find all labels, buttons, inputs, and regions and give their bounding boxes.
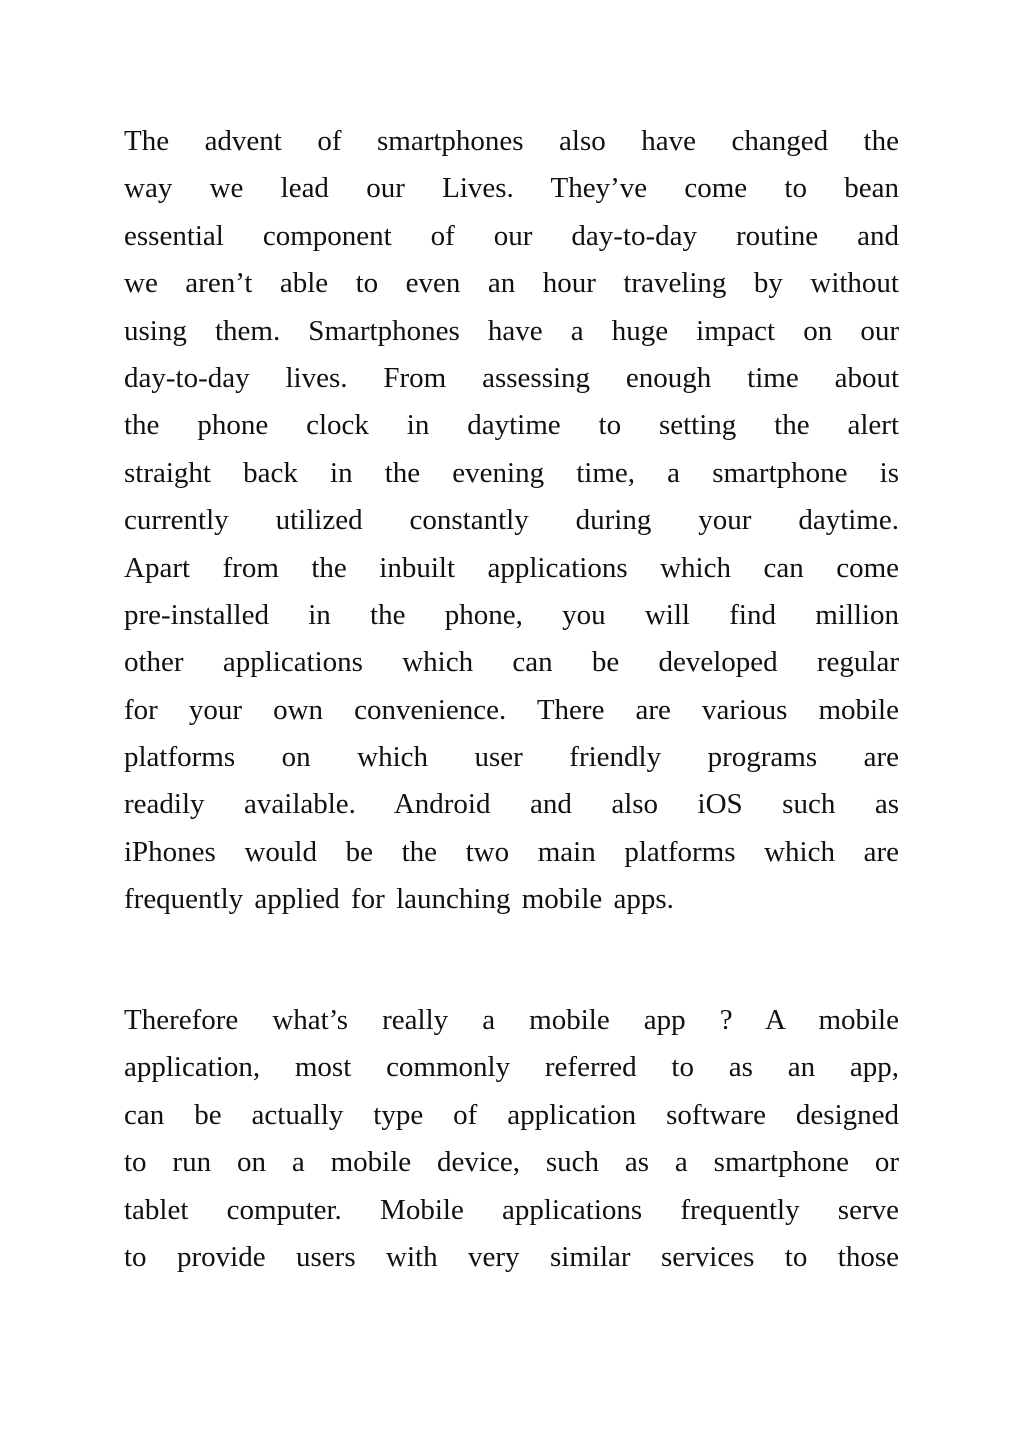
text-line: application, most commonly referred to as an app,	[124, 1051, 899, 1084]
text-line: straight back in the evening time, a smartphone is	[124, 456, 899, 489]
text-line: pre-installed in the phone, you will find million	[124, 598, 899, 631]
text-line: tablet computer. Mobile applications frequently serve	[124, 1193, 899, 1226]
text-line: to run on a mobile device, such as a smartphone or	[124, 1146, 899, 1179]
text-line: currently utilized constantly during your daytime.	[124, 504, 899, 537]
text-line: way we lead our Lives. They’ve come to bean	[124, 172, 899, 205]
text-line: platforms on which user friendly programs are	[124, 741, 899, 774]
text-line: we aren’t able to even an hour traveling by without	[124, 267, 899, 300]
text-line: readily available. Android and also iOS such as	[124, 788, 899, 821]
text-line: The advent of smartphones also have changed the	[124, 125, 899, 157]
text-line: Therefore what’s really a mobile app ? A mobile	[124, 1004, 899, 1036]
text-line: to provide users with very similar services to those	[124, 1240, 899, 1273]
paragraph-what-is-mobile-app	[124, 997, 899, 1281]
text-line: other applications which can be developed regular	[124, 646, 899, 679]
text-line: can be actually type of application software designed	[124, 1098, 899, 1131]
text-line: iPhones would be the two main platforms which are	[124, 835, 899, 868]
text-line-last: frequently applied for launching mobile apps.	[124, 883, 674, 916]
text-line: day-to-day lives. From assessing enough time about	[124, 361, 899, 394]
text-line: using them. Smartphones have a huge impact on our	[124, 314, 899, 347]
paragraph-smartphones-advent	[124, 118, 899, 924]
text-line: the phone clock in daytime to setting the alert	[124, 409, 899, 442]
text-line: for your own convenience. There are various mobile	[124, 693, 899, 726]
text-line: Apart from the inbuilt applications which can come	[124, 551, 899, 584]
text-line: essential component of our day-to-day routine and	[124, 219, 899, 252]
